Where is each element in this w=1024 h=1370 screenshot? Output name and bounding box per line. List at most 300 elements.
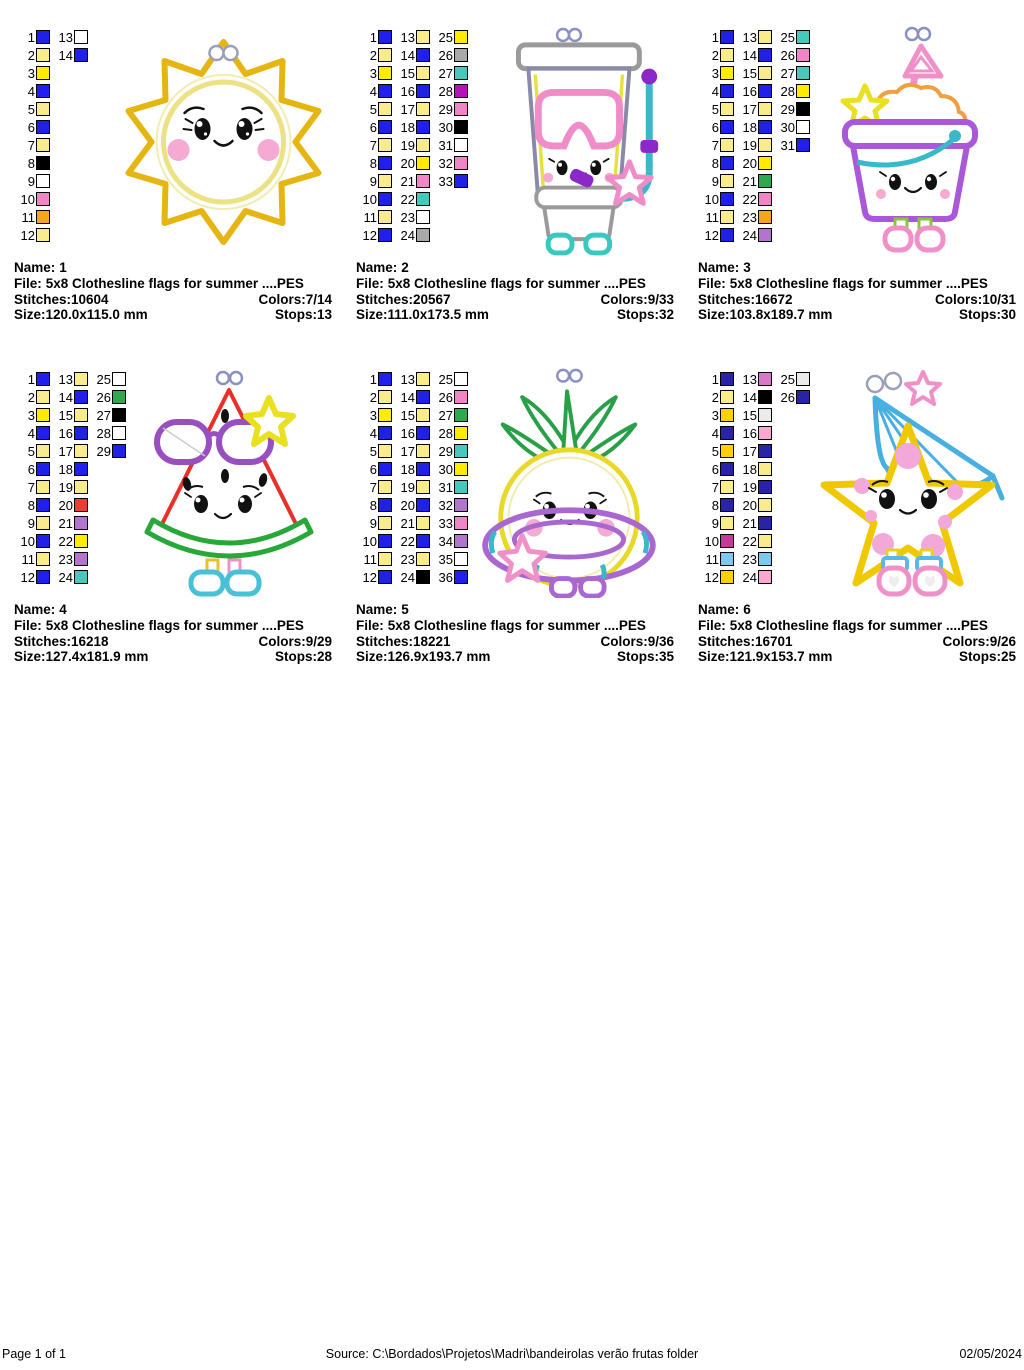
thread-swatch bbox=[74, 516, 88, 530]
thread-color-15 bbox=[736, 406, 772, 424]
thread-number: 7 bbox=[711, 479, 719, 495]
thread-swatch bbox=[36, 408, 50, 422]
bow bbox=[557, 370, 569, 382]
thread-color-19 bbox=[736, 136, 772, 154]
thread-swatch bbox=[416, 390, 430, 404]
thread-swatch bbox=[74, 426, 88, 440]
thread-swatch bbox=[378, 444, 392, 458]
print-date: 02/05/2024 bbox=[959, 1347, 1022, 1361]
thread-color-16 bbox=[52, 424, 88, 442]
thread-color-9 bbox=[698, 514, 734, 532]
thread-swatch bbox=[36, 228, 50, 242]
thread-number: 36 bbox=[438, 569, 453, 585]
thread-swatch bbox=[36, 570, 50, 584]
thread-number: 7 bbox=[711, 137, 719, 153]
thread-color-17 bbox=[736, 100, 772, 118]
thread-color-11 bbox=[14, 550, 50, 568]
thread-color-20 bbox=[394, 496, 430, 514]
design-3-sand-pail-image bbox=[801, 22, 1019, 256]
thread-number: 14 bbox=[58, 47, 73, 63]
design-info bbox=[356, 260, 674, 323]
name-label: Name: bbox=[356, 260, 398, 275]
stops-value: 30 bbox=[1000, 307, 1016, 323]
thread-color-palette bbox=[698, 370, 812, 586]
thread-number: 17 bbox=[742, 101, 757, 117]
thread-color-14 bbox=[52, 46, 88, 64]
thread-color-palette bbox=[14, 370, 128, 586]
thread-swatch bbox=[36, 48, 50, 62]
thread-swatch bbox=[416, 48, 430, 62]
thread-number: 10 bbox=[362, 191, 377, 207]
thread-number: 12 bbox=[704, 569, 719, 585]
thread-number: 29 bbox=[438, 101, 453, 117]
thread-number: 3 bbox=[711, 407, 719, 423]
source-path: Source: C:\Bordados\Projetos\Madri\bandeirolas verão frutas folder bbox=[325, 1347, 699, 1361]
thread-number: 22 bbox=[400, 191, 415, 207]
thread-color-12 bbox=[356, 226, 392, 244]
stops-label: Stops: bbox=[958, 307, 1001, 323]
thread-number: 14 bbox=[742, 389, 757, 405]
thread-number: 25 bbox=[780, 29, 795, 45]
thread-swatch bbox=[378, 570, 392, 584]
thread-swatch bbox=[36, 30, 50, 44]
thread-number: 20 bbox=[400, 155, 415, 171]
thread-number: 9 bbox=[711, 173, 719, 189]
name-value: 2 bbox=[401, 260, 409, 275]
thread-color-2 bbox=[14, 388, 50, 406]
thread-swatch bbox=[758, 426, 772, 440]
thread-number: 20 bbox=[742, 497, 757, 513]
stitches-label: Stitches: bbox=[14, 291, 72, 307]
stops-label: Stops: bbox=[616, 649, 659, 665]
thread-number: 12 bbox=[20, 569, 35, 585]
stops-label: Stops: bbox=[616, 307, 659, 323]
colors-label: Colors: bbox=[600, 291, 648, 307]
thread-swatch bbox=[378, 210, 392, 224]
thread-color-1 bbox=[14, 370, 50, 388]
thread-swatch bbox=[720, 174, 734, 188]
thread-swatch bbox=[36, 516, 50, 530]
thread-swatch bbox=[758, 84, 772, 98]
thread-color-8 bbox=[698, 154, 734, 172]
size-value: 120.0x115.0 mm bbox=[45, 307, 148, 323]
thread-swatch bbox=[416, 30, 430, 44]
thread-number: 26 bbox=[96, 389, 111, 405]
thread-color-21 bbox=[736, 172, 772, 190]
thread-swatch bbox=[36, 372, 50, 386]
thread-color-5 bbox=[698, 442, 734, 460]
thread-number: 16 bbox=[400, 83, 415, 99]
thread-color-10 bbox=[14, 532, 50, 550]
thread-number: 1 bbox=[27, 29, 35, 45]
colors-value: 7/14 bbox=[305, 291, 332, 307]
thread-swatch bbox=[378, 408, 392, 422]
thread-number: 16 bbox=[742, 83, 757, 99]
thread-color-14 bbox=[736, 388, 772, 406]
thread-swatch bbox=[36, 210, 50, 224]
thread-color-14 bbox=[736, 46, 772, 64]
thread-number: 11 bbox=[705, 551, 719, 567]
size-value: 103.8x189.7 mm bbox=[729, 307, 833, 323]
thread-swatch bbox=[758, 462, 772, 476]
thread-swatch bbox=[720, 462, 734, 476]
thread-number: 14 bbox=[400, 389, 415, 405]
thread-number: 24 bbox=[400, 227, 415, 243]
thread-color-12 bbox=[698, 226, 734, 244]
thread-color-2 bbox=[356, 388, 392, 406]
thread-number: 31 bbox=[438, 137, 453, 153]
thread-swatch bbox=[74, 462, 88, 476]
thread-number: 13 bbox=[742, 29, 757, 45]
file-label: File: bbox=[356, 275, 384, 291]
thread-number: 29 bbox=[96, 443, 111, 459]
thread-number: 26 bbox=[780, 47, 795, 63]
thread-swatch bbox=[758, 498, 772, 512]
thread-swatch bbox=[36, 66, 50, 80]
thread-number: 18 bbox=[58, 461, 73, 477]
thread-color-12 bbox=[14, 568, 50, 586]
size-label: Size: bbox=[356, 307, 388, 323]
thread-color-9 bbox=[14, 172, 50, 190]
thread-swatch bbox=[378, 30, 392, 44]
thread-color-5 bbox=[14, 442, 50, 460]
thread-swatch bbox=[758, 156, 772, 170]
colors-value: 9/29 bbox=[305, 633, 332, 649]
thread-swatch bbox=[758, 570, 772, 584]
stitches-value: 16218 bbox=[71, 633, 109, 649]
thread-color-13 bbox=[394, 370, 430, 388]
thread-number: 25 bbox=[96, 371, 111, 387]
thread-swatch bbox=[720, 210, 734, 224]
thread-number: 18 bbox=[400, 119, 415, 135]
thread-color-3 bbox=[14, 406, 50, 424]
thread-swatch bbox=[720, 570, 734, 584]
thread-number: 16 bbox=[400, 425, 415, 441]
thread-number: 19 bbox=[58, 479, 73, 495]
thread-swatch bbox=[416, 66, 430, 80]
thread-swatch bbox=[758, 228, 772, 242]
thread-number: 30 bbox=[438, 119, 453, 135]
design-info bbox=[698, 260, 1016, 323]
name-label: Name: bbox=[356, 602, 398, 617]
thread-number: 22 bbox=[58, 533, 73, 549]
thread-color-palette bbox=[698, 28, 812, 244]
thread-color-10 bbox=[698, 532, 734, 550]
thread-number: 8 bbox=[711, 497, 719, 513]
stitches-value: 20567 bbox=[413, 291, 451, 307]
size-value: 126.9x193.7 mm bbox=[387, 649, 491, 665]
file-label: File: bbox=[698, 617, 726, 633]
thread-color-15 bbox=[736, 64, 772, 82]
thread-swatch bbox=[758, 480, 772, 494]
size-label: Size: bbox=[698, 649, 730, 665]
thread-color-15 bbox=[394, 406, 430, 424]
thread-swatch bbox=[758, 120, 772, 134]
thread-swatch bbox=[416, 552, 430, 566]
design-card-6 bbox=[698, 364, 1024, 694]
thread-swatch bbox=[416, 102, 430, 116]
thread-color-12 bbox=[356, 568, 392, 586]
name-label: Name: bbox=[14, 602, 56, 617]
thread-number: 7 bbox=[369, 137, 377, 153]
thread-color-19 bbox=[52, 478, 88, 496]
thread-color-24 bbox=[736, 226, 772, 244]
thread-number: 12 bbox=[20, 227, 35, 243]
thread-swatch bbox=[720, 192, 734, 206]
design-info bbox=[698, 602, 1016, 665]
stops-value: 25 bbox=[1000, 649, 1016, 665]
thread-color-24 bbox=[52, 568, 88, 586]
thread-swatch bbox=[758, 138, 772, 152]
thread-number: 4 bbox=[711, 83, 719, 99]
thread-number: 15 bbox=[400, 65, 415, 81]
thread-color-4 bbox=[356, 82, 392, 100]
thread-number: 9 bbox=[27, 173, 35, 189]
thread-swatch bbox=[758, 516, 772, 530]
file-label: File: bbox=[698, 275, 726, 291]
bow bbox=[867, 376, 883, 392]
thread-color-8 bbox=[356, 496, 392, 514]
file-value: 5x8 Clothesline flags for summer ....PES bbox=[387, 617, 646, 633]
thread-swatch bbox=[416, 372, 430, 386]
thread-color-8 bbox=[14, 496, 50, 514]
thread-color-17 bbox=[394, 442, 430, 460]
thread-number: 9 bbox=[369, 173, 377, 189]
thread-color-4 bbox=[698, 82, 734, 100]
thread-color-13 bbox=[52, 28, 88, 46]
thread-swatch bbox=[416, 408, 430, 422]
thread-color-palette bbox=[14, 28, 90, 244]
thread-color-22 bbox=[394, 190, 430, 208]
colors-value: 10/31 bbox=[982, 291, 1016, 307]
thread-color-7 bbox=[356, 478, 392, 496]
thread-color-18 bbox=[736, 118, 772, 136]
thread-swatch bbox=[36, 426, 50, 440]
thread-color-14 bbox=[52, 388, 88, 406]
thread-number: 21 bbox=[742, 173, 757, 189]
thread-swatch bbox=[36, 462, 50, 476]
thread-number: 14 bbox=[400, 47, 415, 63]
thread-swatch bbox=[758, 192, 772, 206]
name-value: 4 bbox=[59, 602, 67, 617]
thread-swatch bbox=[720, 534, 734, 548]
thread-number: 6 bbox=[711, 461, 719, 477]
thread-color-15 bbox=[394, 64, 430, 82]
stops-value: 13 bbox=[316, 307, 332, 323]
thread-color-17 bbox=[52, 442, 88, 460]
thread-color-7 bbox=[14, 136, 50, 154]
thread-color-8 bbox=[356, 154, 392, 172]
thread-number: 7 bbox=[27, 137, 35, 153]
thread-swatch bbox=[416, 120, 430, 134]
thread-number: 3 bbox=[27, 65, 35, 81]
thread-number: 18 bbox=[742, 461, 757, 477]
thread-number: 21 bbox=[742, 515, 757, 531]
thread-swatch bbox=[74, 480, 88, 494]
thread-number: 32 bbox=[438, 155, 453, 171]
thread-number: 3 bbox=[369, 407, 377, 423]
thread-number: 12 bbox=[362, 227, 377, 243]
thread-number: 19 bbox=[400, 479, 415, 495]
thread-number: 11 bbox=[21, 551, 35, 567]
thread-swatch bbox=[36, 156, 50, 170]
thread-swatch bbox=[378, 372, 392, 386]
thread-number: 24 bbox=[400, 569, 415, 585]
thread-number: 6 bbox=[369, 119, 377, 135]
thread-number: 4 bbox=[27, 83, 35, 99]
thread-color-12 bbox=[698, 568, 734, 586]
thread-swatch bbox=[378, 534, 392, 548]
thread-color-4 bbox=[356, 424, 392, 442]
colors-value: 9/33 bbox=[647, 291, 674, 307]
size-value: 121.9x153.7 mm bbox=[729, 649, 833, 665]
thread-color-16 bbox=[394, 424, 430, 442]
thread-number: 25 bbox=[438, 29, 453, 45]
thread-color-11 bbox=[356, 550, 392, 568]
thread-number: 5 bbox=[369, 443, 377, 459]
thread-swatch bbox=[36, 480, 50, 494]
thread-number: 2 bbox=[27, 389, 35, 405]
file-label: File: bbox=[14, 275, 42, 291]
thread-number: 4 bbox=[369, 83, 377, 99]
thread-number: 2 bbox=[369, 389, 377, 405]
thread-number: 31 bbox=[780, 137, 795, 153]
thread-color-21 bbox=[394, 172, 430, 190]
thread-color-22 bbox=[736, 190, 772, 208]
thread-number: 1 bbox=[27, 371, 35, 387]
thread-color-18 bbox=[394, 460, 430, 478]
thread-number: 22 bbox=[742, 533, 757, 549]
bow bbox=[217, 372, 229, 384]
thread-color-5 bbox=[356, 442, 392, 460]
thread-color-22 bbox=[52, 532, 88, 550]
thread-number: 3 bbox=[711, 65, 719, 81]
thread-number: 8 bbox=[27, 155, 35, 171]
stops-label: Stops: bbox=[274, 649, 317, 665]
thread-swatch bbox=[378, 516, 392, 530]
thread-color-6 bbox=[356, 118, 392, 136]
thread-swatch bbox=[74, 30, 88, 44]
thread-color-1 bbox=[698, 370, 734, 388]
thread-swatch bbox=[378, 102, 392, 116]
thread-swatch bbox=[378, 120, 392, 134]
thread-number: 13 bbox=[742, 371, 757, 387]
file-label: File: bbox=[14, 617, 42, 633]
thread-number: 10 bbox=[704, 191, 719, 207]
thread-swatch bbox=[36, 174, 50, 188]
file-value: 5x8 Clothesline flags for summer ....PES bbox=[729, 275, 988, 291]
file-value: 5x8 Clothesline flags for summer ....PES bbox=[45, 617, 304, 633]
thread-color-19 bbox=[394, 478, 430, 496]
thread-number: 5 bbox=[711, 443, 719, 459]
thread-swatch bbox=[758, 210, 772, 224]
thread-number: 23 bbox=[400, 209, 415, 225]
thread-number: 11 bbox=[363, 209, 377, 225]
file-value: 5x8 Clothesline flags for summer ....PES bbox=[45, 275, 304, 291]
design-card-2 bbox=[356, 22, 686, 352]
thread-swatch bbox=[720, 516, 734, 530]
thread-color-3 bbox=[14, 64, 50, 82]
thread-number: 9 bbox=[369, 515, 377, 531]
thread-color-10 bbox=[356, 190, 392, 208]
thread-color-3 bbox=[698, 64, 734, 82]
thread-swatch bbox=[720, 228, 734, 242]
thread-number: 15 bbox=[400, 407, 415, 423]
thread-number: 35 bbox=[438, 551, 453, 567]
thread-color-6 bbox=[356, 460, 392, 478]
thread-color-23 bbox=[736, 550, 772, 568]
thread-color-3 bbox=[698, 406, 734, 424]
thread-color-13 bbox=[736, 28, 772, 46]
thread-color-7 bbox=[698, 136, 734, 154]
thread-swatch bbox=[36, 120, 50, 134]
thread-swatch bbox=[720, 498, 734, 512]
size-label: Size: bbox=[14, 307, 46, 323]
thread-swatch bbox=[378, 66, 392, 80]
thread-number: 26 bbox=[438, 389, 453, 405]
bow bbox=[557, 29, 569, 41]
thread-number: 7 bbox=[369, 479, 377, 495]
thread-color-9 bbox=[14, 514, 50, 532]
thread-swatch bbox=[74, 570, 88, 584]
thread-swatch bbox=[758, 174, 772, 188]
colors-value: 9/36 bbox=[647, 633, 674, 649]
thread-number: 11 bbox=[363, 551, 377, 567]
design-info bbox=[14, 260, 332, 323]
thread-number: 2 bbox=[711, 389, 719, 405]
thread-number: 8 bbox=[369, 155, 377, 171]
design-card-1 bbox=[14, 22, 344, 352]
thread-swatch bbox=[378, 192, 392, 206]
thread-number: 30 bbox=[438, 461, 453, 477]
thread-swatch bbox=[378, 84, 392, 98]
file-label: File: bbox=[356, 617, 384, 633]
thread-number: 11 bbox=[705, 209, 719, 225]
thread-number: 5 bbox=[27, 101, 35, 117]
thread-number: 10 bbox=[20, 191, 35, 207]
thread-color-10 bbox=[356, 532, 392, 550]
design-2-snorkel-cup-image bbox=[459, 22, 677, 256]
thread-number: 2 bbox=[711, 47, 719, 63]
thread-number: 9 bbox=[27, 515, 35, 531]
name-value: 1 bbox=[59, 260, 67, 275]
thread-number: 20 bbox=[58, 497, 73, 513]
name-label: Name: bbox=[698, 602, 740, 617]
thread-number: 31 bbox=[438, 479, 453, 495]
thread-swatch bbox=[36, 138, 50, 152]
thread-swatch bbox=[720, 408, 734, 422]
thread-color-23 bbox=[52, 550, 88, 568]
thread-swatch bbox=[36, 534, 50, 548]
thread-color-24 bbox=[394, 226, 430, 244]
thread-number: 27 bbox=[438, 407, 453, 423]
thread-number: 10 bbox=[20, 533, 35, 549]
thread-number: 34 bbox=[438, 533, 453, 549]
colors-label: Colors: bbox=[258, 291, 306, 307]
thread-number: 27 bbox=[438, 65, 453, 81]
thread-color-23 bbox=[736, 208, 772, 226]
thread-number: 28 bbox=[96, 425, 111, 441]
thread-color-1 bbox=[14, 28, 50, 46]
thread-color-13 bbox=[52, 370, 88, 388]
thread-number: 15 bbox=[742, 407, 757, 423]
thread-color-23 bbox=[394, 550, 430, 568]
thread-swatch bbox=[74, 552, 88, 566]
design-info bbox=[14, 602, 332, 665]
thread-swatch bbox=[758, 30, 772, 44]
thread-number: 14 bbox=[58, 389, 73, 405]
thread-color-20 bbox=[736, 496, 772, 514]
